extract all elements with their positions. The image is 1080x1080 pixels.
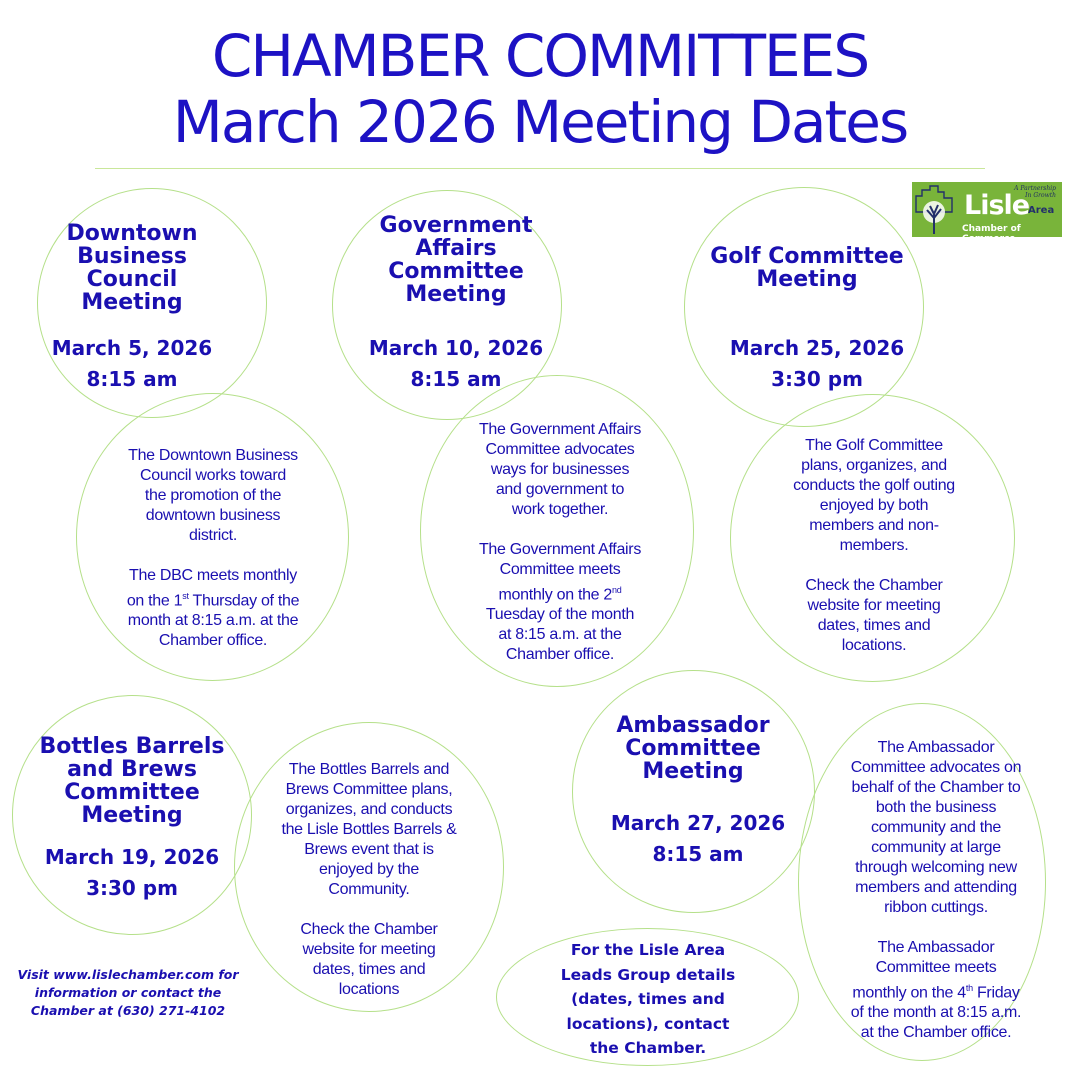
amb-meeting-circle xyxy=(572,670,815,913)
leads-group-note: For the Lisle Area Leads Group details (dates, times and locations), contact the Chamber. xyxy=(560,941,736,1057)
divider xyxy=(95,168,985,169)
gov-date: March 10, 2026 8:15 am xyxy=(368,336,544,391)
bbb-date: March 19, 2026 3:30 pm xyxy=(44,845,220,900)
page-subtitle: March 2026 Meeting Dates xyxy=(172,88,908,156)
page-title: CHAMBER COMMITTEES xyxy=(211,22,869,90)
logo-area: Area xyxy=(1028,205,1055,216)
bbb-title: Bottles Barrels and Brews Committee Meeting xyxy=(39,734,225,828)
dbc-date: March 5, 2026 8:15 am xyxy=(51,336,213,391)
bbb-description: The Bottles Barrels and Brews Committee plans, organizes, and conducts the Lisle Bottles Barrels & Brews event that is enjoyed by the Community. Check the Chamber website for meeting dates, times and locations xyxy=(281,761,457,998)
amb-title: Ambassador Committee Meeting xyxy=(616,713,770,784)
gov-title: Government Affairs Committee Meeting xyxy=(379,213,533,307)
logo-name: Lisle xyxy=(964,190,1030,221)
dbc-description: The Downtown Business Council works toward the promotion of the downtown business district. The DBC meets monthly on the 1st Thursday of the month at 8:15 a.m. at the Chamber office. xyxy=(126,447,300,650)
golf-title: Golf Committee Meeting xyxy=(710,244,904,292)
logo-subtitle: Chamber of Commerce xyxy=(962,224,1021,244)
golf-description: The Golf Committee plans, organizes, and conducts the golf outing enjoyed by both members and non- members. Check the Chamber website for meeting dates, times and locations. xyxy=(793,437,955,654)
amb-date: March 27, 2026 8:15 am xyxy=(610,811,786,866)
contact-footer[interactable]: Visit www.lislechamber.com for information or contact the Chamber at (630) 271-4102 xyxy=(17,967,239,1018)
golf-date: March 25, 2026 3:30 pm xyxy=(729,336,905,391)
dbc-title: Downtown Business Council Meeting xyxy=(66,221,198,315)
chamber-logo[interactable]: A Partnership In Growth Lisle Area Chamber of Commerce xyxy=(912,182,1062,237)
gov-description: The Government Affairs Committee advocates ways for businesses and government to work together. The Government Affairs Committee meets monthly on the 2nd Tuesday of the month at 8:15 a.m. at the Chamber office. xyxy=(478,421,642,664)
amb-description: The Ambassador Committee advocates on behalf of the Chamber to both the business community and the community at large through welcoming new members and attending ribbon cuttings. The Ambassador Committee meets monthly on the 4th Friday of the month at 8:15 a.m. at the Chamber office. xyxy=(850,739,1022,1042)
